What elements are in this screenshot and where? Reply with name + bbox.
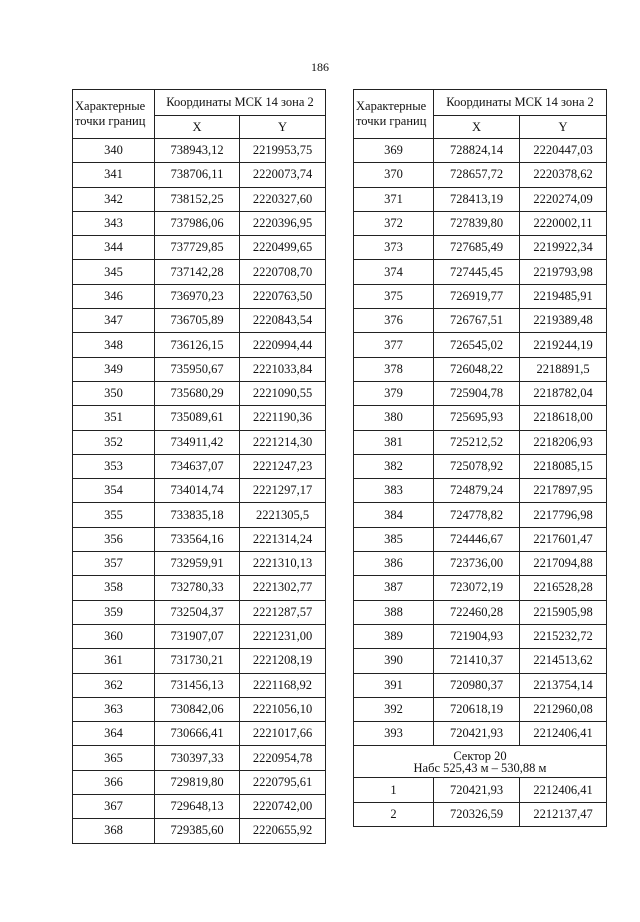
table-row	[354, 552, 607, 576]
table-row	[73, 600, 326, 624]
x-coordinate-cell: 736126,15	[155, 333, 240, 357]
coordinates-table-left	[72, 89, 326, 844]
point-number-cell: 374	[354, 260, 434, 284]
x-coordinate-cell: 731456,13	[155, 673, 240, 697]
x-coordinate-cell: 729648,13	[155, 795, 240, 819]
table-row	[354, 600, 607, 624]
x-coordinate-cell: 721904,93	[434, 624, 520, 648]
table-row	[73, 479, 326, 503]
x-coordinate-cell: 722460,28	[434, 600, 520, 624]
y-coordinate-cell: 2219953,75	[240, 139, 326, 163]
point-number-cell: 391	[354, 673, 434, 697]
y-coordinate-cell: 2219389,48	[520, 309, 607, 333]
table-row	[354, 236, 607, 260]
y-coordinate-cell: 2220742,00	[240, 795, 326, 819]
y-coordinate-cell: 2220499,65	[240, 236, 326, 260]
point-number-cell: 352	[73, 430, 155, 454]
y-coordinate-cell: 2212406,41	[520, 722, 607, 746]
y-coordinate-cell: 2219793,98	[520, 260, 607, 284]
point-number-cell: 371	[354, 187, 434, 211]
x-coordinate-cell: 725904,78	[434, 381, 520, 405]
point-number-cell: 375	[354, 284, 434, 308]
y-coordinate-cell: 2218891,5	[520, 357, 607, 381]
table-row	[73, 576, 326, 600]
y-coordinate-cell: 2220002,11	[520, 211, 607, 235]
table-row	[354, 802, 607, 826]
table-row	[354, 309, 607, 333]
table-row	[354, 722, 607, 746]
y-coordinate-cell: 2212137,47	[520, 802, 607, 826]
y-coordinate-cell: 2221305,5	[240, 503, 326, 527]
point-number-cell: 354	[73, 479, 155, 503]
x-coordinate-cell: 732504,37	[155, 600, 240, 624]
x-coordinate-cell: 720326,59	[434, 802, 520, 826]
y-coordinate-cell: 2218085,15	[520, 454, 607, 478]
x-coordinate-cell: 730666,41	[155, 722, 240, 746]
left-table-body	[73, 139, 326, 844]
table-row	[354, 260, 607, 284]
sector-subtitle: Набс 525,43 м – 530,88 м	[413, 760, 547, 775]
table-row	[73, 552, 326, 576]
table-row	[73, 746, 326, 770]
point-number-cell: 359	[73, 600, 155, 624]
x-coordinate-cell: 734637,07	[155, 454, 240, 478]
table-row	[354, 697, 607, 721]
y-coordinate-cell: 2217796,98	[520, 503, 607, 527]
x-coordinate-cell: 727839,80	[434, 211, 520, 235]
y-coordinate-cell: 2215232,72	[520, 624, 607, 648]
sector-title: Сектор 20	[453, 748, 507, 763]
y-coordinate-cell: 2212406,41	[520, 778, 607, 802]
y-coordinate-cell: 2220708,70	[240, 260, 326, 284]
point-number-cell: 393	[354, 722, 434, 746]
y-coordinate-cell: 2220795,61	[240, 770, 326, 794]
table-row	[73, 503, 326, 527]
x-coordinate-cell: 734014,74	[155, 479, 240, 503]
point-number-cell: 372	[354, 211, 434, 235]
y-coordinate-cell: 2220447,03	[520, 139, 607, 163]
header-y-label: Y	[520, 116, 607, 139]
point-number-cell: 2	[354, 802, 434, 826]
x-coordinate-cell: 724879,24	[434, 479, 520, 503]
table-row	[354, 357, 607, 381]
x-coordinate-cell: 726767,51	[434, 309, 520, 333]
point-number-cell: 381	[354, 430, 434, 454]
x-coordinate-cell: 724446,67	[434, 527, 520, 551]
x-coordinate-cell: 723736,00	[434, 552, 520, 576]
y-coordinate-cell: 2221214,30	[240, 430, 326, 454]
point-number-cell: 387	[354, 576, 434, 600]
y-coordinate-cell: 2220073,74	[240, 163, 326, 187]
y-coordinate-cell: 2216528,28	[520, 576, 607, 600]
table-row	[354, 649, 607, 673]
table-row	[73, 211, 326, 235]
point-number-cell: 349	[73, 357, 155, 381]
table-row	[73, 187, 326, 211]
x-coordinate-cell: 728413,19	[434, 187, 520, 211]
table-row	[73, 649, 326, 673]
x-coordinate-cell: 725212,52	[434, 430, 520, 454]
x-coordinate-cell: 731730,21	[155, 649, 240, 673]
x-coordinate-cell: 726048,22	[434, 357, 520, 381]
table-row	[354, 187, 607, 211]
x-coordinate-cell: 738943,12	[155, 139, 240, 163]
table-row	[354, 211, 607, 235]
point-number-cell: 369	[354, 139, 434, 163]
x-coordinate-cell: 729819,80	[155, 770, 240, 794]
table-row	[354, 139, 607, 163]
point-number-cell: 341	[73, 163, 155, 187]
x-coordinate-cell: 735950,67	[155, 357, 240, 381]
table-row	[354, 163, 607, 187]
point-number-cell: 360	[73, 624, 155, 648]
header-x-label: X	[434, 116, 520, 139]
header-x-label: X	[155, 116, 240, 139]
y-coordinate-cell: 2220396,95	[240, 211, 326, 235]
table-row	[73, 527, 326, 551]
sector-table-body	[354, 778, 607, 827]
table-row	[73, 381, 326, 405]
point-number-cell: 377	[354, 333, 434, 357]
table-row	[73, 673, 326, 697]
point-number-cell: 370	[354, 163, 434, 187]
coordinates-table-right	[353, 89, 607, 827]
table-row	[354, 454, 607, 478]
x-coordinate-cell: 733564,16	[155, 527, 240, 551]
y-coordinate-cell: 2221168,92	[240, 673, 326, 697]
y-coordinate-cell: 2214513,62	[520, 649, 607, 673]
x-coordinate-cell: 734911,42	[155, 430, 240, 454]
x-coordinate-cell: 723072,19	[434, 576, 520, 600]
sector-header-row	[354, 746, 607, 778]
table-row	[73, 333, 326, 357]
point-number-cell: 392	[354, 697, 434, 721]
x-coordinate-cell: 727685,49	[434, 236, 520, 260]
point-number-cell: 382	[354, 454, 434, 478]
table-row	[354, 673, 607, 697]
table-row	[73, 163, 326, 187]
y-coordinate-cell: 2219244,19	[520, 333, 607, 357]
y-coordinate-cell: 2218782,04	[520, 381, 607, 405]
point-number-cell: 368	[73, 819, 155, 843]
point-number-cell: 348	[73, 333, 155, 357]
page-number: 186	[311, 60, 329, 74]
y-coordinate-cell: 2221090,55	[240, 381, 326, 405]
table-row	[73, 309, 326, 333]
table-row	[354, 333, 607, 357]
table-row	[354, 430, 607, 454]
y-coordinate-cell: 2220274,09	[520, 187, 607, 211]
table-row	[354, 527, 607, 551]
x-coordinate-cell: 728824,14	[434, 139, 520, 163]
table-row	[354, 479, 607, 503]
x-coordinate-cell: 736970,23	[155, 284, 240, 308]
table-row	[354, 576, 607, 600]
table-row	[354, 381, 607, 405]
y-coordinate-cell: 2219485,91	[520, 284, 607, 308]
table-row	[73, 357, 326, 381]
sector-header-cell	[354, 746, 607, 778]
x-coordinate-cell: 726919,77	[434, 284, 520, 308]
point-number-cell: 376	[354, 309, 434, 333]
x-coordinate-cell: 721410,37	[434, 649, 520, 673]
table-row	[73, 139, 326, 163]
x-coordinate-cell: 733835,18	[155, 503, 240, 527]
point-number-cell: 1	[354, 778, 434, 802]
x-coordinate-cell: 720421,93	[434, 722, 520, 746]
point-number-cell: 366	[73, 770, 155, 794]
point-number-cell: 357	[73, 552, 155, 576]
point-number-cell: 388	[354, 600, 434, 624]
header-coordinates-label: Координаты МСК 14 зона 2	[155, 90, 326, 116]
point-number-cell: 361	[73, 649, 155, 673]
y-coordinate-cell: 2221017,66	[240, 722, 326, 746]
header-points-label: Характерные точки границ	[73, 90, 155, 139]
y-coordinate-cell: 2221297,17	[240, 479, 326, 503]
x-coordinate-cell: 730842,06	[155, 697, 240, 721]
point-number-cell: 384	[354, 503, 434, 527]
x-coordinate-cell: 720618,19	[434, 697, 520, 721]
point-number-cell: 351	[73, 406, 155, 430]
y-coordinate-cell: 2217601,47	[520, 527, 607, 551]
y-coordinate-cell: 2220994,44	[240, 333, 326, 357]
point-number-cell: 390	[354, 649, 434, 673]
point-number-cell: 356	[73, 527, 155, 551]
point-number-cell: 350	[73, 381, 155, 405]
table-row	[73, 260, 326, 284]
point-number-cell: 347	[73, 309, 155, 333]
point-number-cell: 340	[73, 139, 155, 163]
table-row	[73, 795, 326, 819]
point-number-cell: 383	[354, 479, 434, 503]
y-coordinate-cell: 2220327,60	[240, 187, 326, 211]
point-number-cell: 367	[73, 795, 155, 819]
y-coordinate-cell: 2218618,00	[520, 406, 607, 430]
point-number-cell: 358	[73, 576, 155, 600]
point-number-cell: 380	[354, 406, 434, 430]
y-coordinate-cell: 2221208,19	[240, 649, 326, 673]
table-row	[354, 406, 607, 430]
x-coordinate-cell: 738152,25	[155, 187, 240, 211]
table-row	[73, 284, 326, 308]
point-number-cell: 353	[73, 454, 155, 478]
x-coordinate-cell: 732780,33	[155, 576, 240, 600]
point-number-cell: 373	[354, 236, 434, 260]
table-row	[73, 454, 326, 478]
y-coordinate-cell: 2220954,78	[240, 746, 326, 770]
x-coordinate-cell: 728657,72	[434, 163, 520, 187]
x-coordinate-cell: 725695,93	[434, 406, 520, 430]
x-coordinate-cell: 737986,06	[155, 211, 240, 235]
point-number-cell: 364	[73, 722, 155, 746]
point-number-cell: 343	[73, 211, 155, 235]
point-number-cell: 355	[73, 503, 155, 527]
y-coordinate-cell: 2220763,50	[240, 284, 326, 308]
table-row	[354, 284, 607, 308]
table-row	[73, 236, 326, 260]
point-number-cell: 378	[354, 357, 434, 381]
y-coordinate-cell: 2221302,77	[240, 576, 326, 600]
y-coordinate-cell: 2221310,13	[240, 552, 326, 576]
table-row	[354, 624, 607, 648]
point-number-cell: 362	[73, 673, 155, 697]
y-coordinate-cell: 2221033,84	[240, 357, 326, 381]
point-number-cell: 345	[73, 260, 155, 284]
x-coordinate-cell: 737142,28	[155, 260, 240, 284]
y-coordinate-cell: 2218206,93	[520, 430, 607, 454]
x-coordinate-cell: 736705,89	[155, 309, 240, 333]
x-coordinate-cell: 724778,82	[434, 503, 520, 527]
y-coordinate-cell: 2221056,10	[240, 697, 326, 721]
point-number-cell: 346	[73, 284, 155, 308]
x-coordinate-cell: 720980,37	[434, 673, 520, 697]
point-number-cell: 379	[354, 381, 434, 405]
x-coordinate-cell: 735680,29	[155, 381, 240, 405]
point-number-cell: 389	[354, 624, 434, 648]
point-number-cell: 342	[73, 187, 155, 211]
y-coordinate-cell: 2213754,14	[520, 673, 607, 697]
x-coordinate-cell: 727445,45	[434, 260, 520, 284]
table-row	[73, 770, 326, 794]
x-coordinate-cell: 730397,33	[155, 746, 240, 770]
table-row	[73, 624, 326, 648]
y-coordinate-cell: 2219922,34	[520, 236, 607, 260]
point-number-cell: 365	[73, 746, 155, 770]
table-row	[73, 406, 326, 430]
x-coordinate-cell: 737729,85	[155, 236, 240, 260]
y-coordinate-cell: 2221287,57	[240, 600, 326, 624]
x-coordinate-cell: 735089,61	[155, 406, 240, 430]
point-number-cell: 363	[73, 697, 155, 721]
y-coordinate-cell: 2215905,98	[520, 600, 607, 624]
y-coordinate-cell: 2220378,62	[520, 163, 607, 187]
header-points-label: Характерные точки границ	[354, 90, 434, 139]
table-row	[354, 778, 607, 802]
header-y-label: Y	[240, 116, 326, 139]
point-number-cell: 386	[354, 552, 434, 576]
x-coordinate-cell: 738706,11	[155, 163, 240, 187]
table-row	[73, 722, 326, 746]
y-coordinate-cell: 2221231,00	[240, 624, 326, 648]
table-row	[73, 819, 326, 843]
point-number-cell: 344	[73, 236, 155, 260]
x-coordinate-cell: 729385,60	[155, 819, 240, 843]
y-coordinate-cell: 2221314,24	[240, 527, 326, 551]
y-coordinate-cell: 2221247,23	[240, 454, 326, 478]
y-coordinate-cell: 2220655,92	[240, 819, 326, 843]
table-row	[73, 430, 326, 454]
y-coordinate-cell: 2217897,95	[520, 479, 607, 503]
table-row	[73, 697, 326, 721]
right-table-body	[354, 139, 607, 746]
y-coordinate-cell: 2221190,36	[240, 406, 326, 430]
y-coordinate-cell: 2217094,88	[520, 552, 607, 576]
x-coordinate-cell: 732959,91	[155, 552, 240, 576]
x-coordinate-cell: 720421,93	[434, 778, 520, 802]
x-coordinate-cell: 725078,92	[434, 454, 520, 478]
x-coordinate-cell: 731907,07	[155, 624, 240, 648]
header-coordinates-label: Координаты МСК 14 зона 2	[434, 90, 607, 116]
x-coordinate-cell: 726545,02	[434, 333, 520, 357]
point-number-cell: 385	[354, 527, 434, 551]
y-coordinate-cell: 2220843,54	[240, 309, 326, 333]
y-coordinate-cell: 2212960,08	[520, 697, 607, 721]
table-row	[354, 503, 607, 527]
